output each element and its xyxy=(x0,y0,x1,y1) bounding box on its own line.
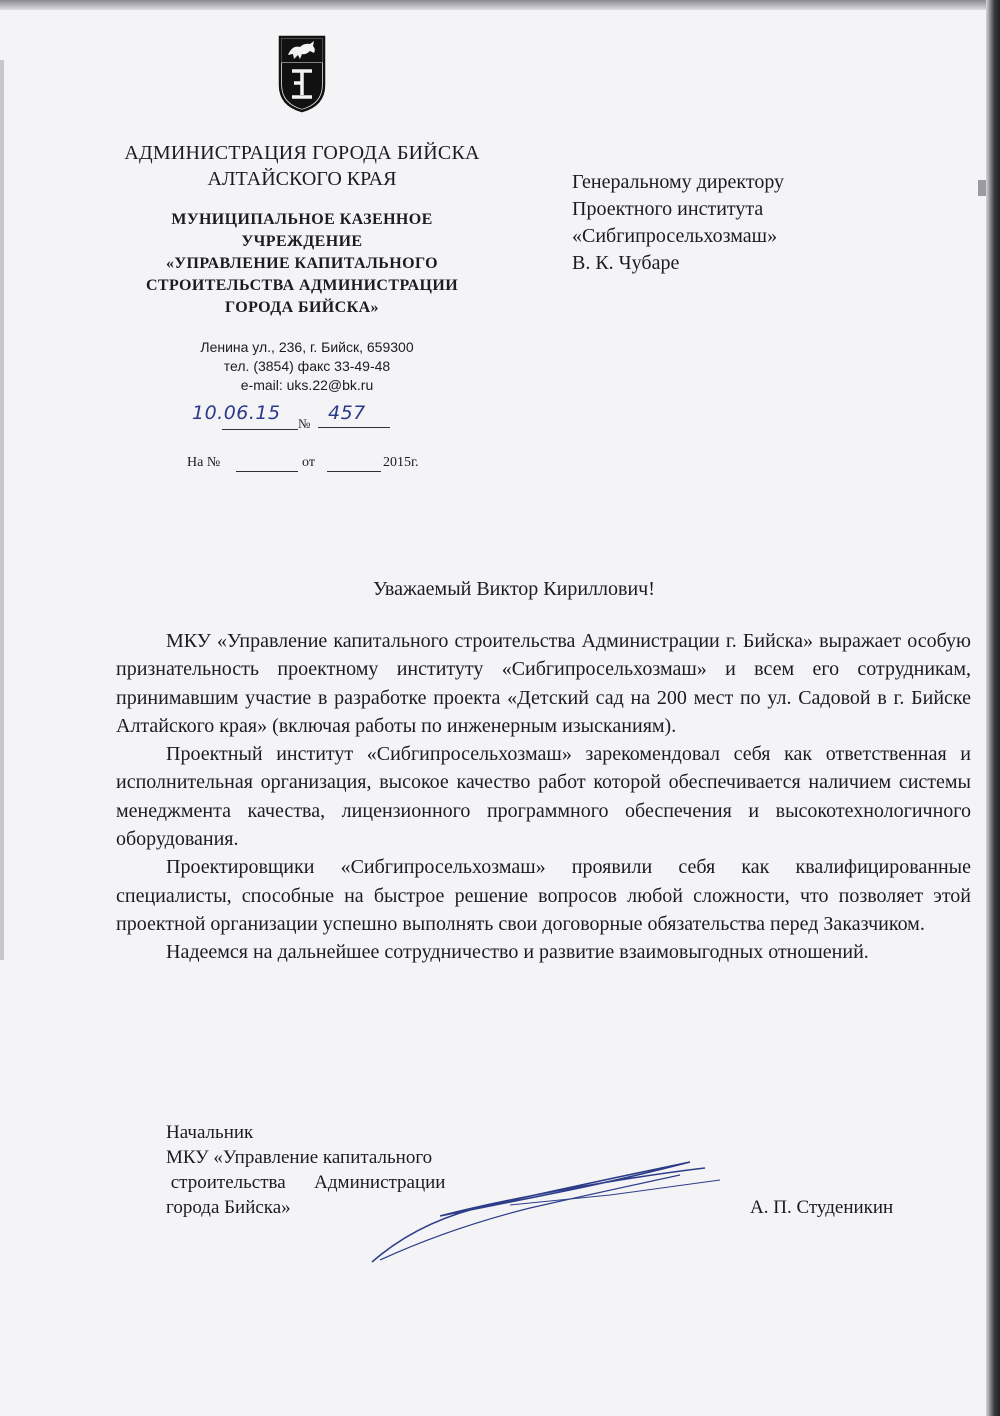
institution-line: МУНИЦИПАЛЬНОЕ КАЗЕННОЕ xyxy=(171,211,433,228)
scan-edge-left xyxy=(0,60,4,960)
scan-artifact xyxy=(978,180,986,196)
institution-line: УЧРЕЖДЕНИЕ xyxy=(241,233,363,250)
body-paragraph: Надеемся на дальнейшее сотрудничество и развитие взаимовыгодных отношений. xyxy=(166,941,869,964)
reply-number-blank xyxy=(236,471,298,472)
signer-org-line: города Бийска» xyxy=(166,1197,291,1218)
institution-line: СТРОИТЕЛЬСТВА АДМИНИСТРАЦИИ xyxy=(145,277,459,294)
email-line: e-mail: uks.22@bk.ru xyxy=(240,377,374,393)
greeting: Уважаемый Виктор Кириллович! xyxy=(373,578,655,600)
reply-number-label: На № xyxy=(187,455,221,470)
recipient-line: Проектного института xyxy=(572,198,764,220)
admin-name-line2: АЛТАЙСКОГО КРАЯ xyxy=(207,168,397,190)
institution-line: «УПРАВЛЕНИЕ КАПИТАЛЬНОГО xyxy=(166,255,438,272)
city-coat-of-arms-icon xyxy=(278,35,326,113)
body-paragraph: Проектный институт «Сибгипросельхозмаш» зарекомендовал себя как ответственная и исполнительная организация, высокое качество работ которой обеспечивается наличием системы менеджмента качества, лицензионного программного обеспечения и высокотехнологичного оборудования. xyxy=(116,743,972,851)
address-line: Ленина ул., 236, г. Бийск, 659300 xyxy=(200,339,414,355)
admin-name-line1: АДМИНИСТРАЦИЯ ГОРОДА БИЙСКА xyxy=(124,142,480,164)
outgoing-date-handwritten: 10.06.15 xyxy=(192,402,281,424)
number-underline xyxy=(318,427,390,428)
letter-body xyxy=(116,627,971,967)
institution-line: ГОРОДА БИЙСКА» xyxy=(225,299,379,316)
recipient-line: Генеральному директору xyxy=(572,171,785,193)
body-paragraph: МКУ «Управление капитального строительства Администрации г. Бийска» выражает особую признательность проектному институту «Сибгипросельхозмаш» и всем его сотрудникам, принимавшим участие в разработке проекта «Детский сад на 200 мест по ул. Садовой в г. Бийске Алтайского края» (включая работы по инженерным изысканиям). xyxy=(116,630,972,737)
signer-title: Начальник xyxy=(166,1122,254,1143)
signer-name: А. П. Студеникин xyxy=(750,1197,894,1218)
scan-edge-right xyxy=(986,0,1000,1416)
number-sign: № xyxy=(298,416,311,431)
reply-year: 2015г. xyxy=(383,455,419,470)
reply-date-blank xyxy=(327,471,381,472)
signer-org-line: МКУ «Управление капитального xyxy=(166,1147,433,1168)
body-paragraph: Проектировщики «Сибгипросельхозмаш» проявили себя как квалифицированные специалисты, способные на быстрое решение вопросов любой сложности, что позволяет этой проектной организации успешно выполнять свои договорные обязательства перед Заказчиком. xyxy=(116,856,972,935)
scan-edge-top xyxy=(0,0,1000,10)
outgoing-number-handwritten: 457 xyxy=(328,402,366,424)
reply-from-label: от xyxy=(302,455,315,470)
date-underline xyxy=(222,429,298,430)
recipient-line: «Сибгипросельхозмаш» xyxy=(572,225,778,247)
phone-line: тел. (3854) факс 33-49-48 xyxy=(223,358,391,374)
signer-org-line: строительства Администрации xyxy=(166,1172,446,1193)
recipient-name: В. К. Чубаре xyxy=(572,252,680,274)
handwritten-signature xyxy=(360,1150,760,1270)
